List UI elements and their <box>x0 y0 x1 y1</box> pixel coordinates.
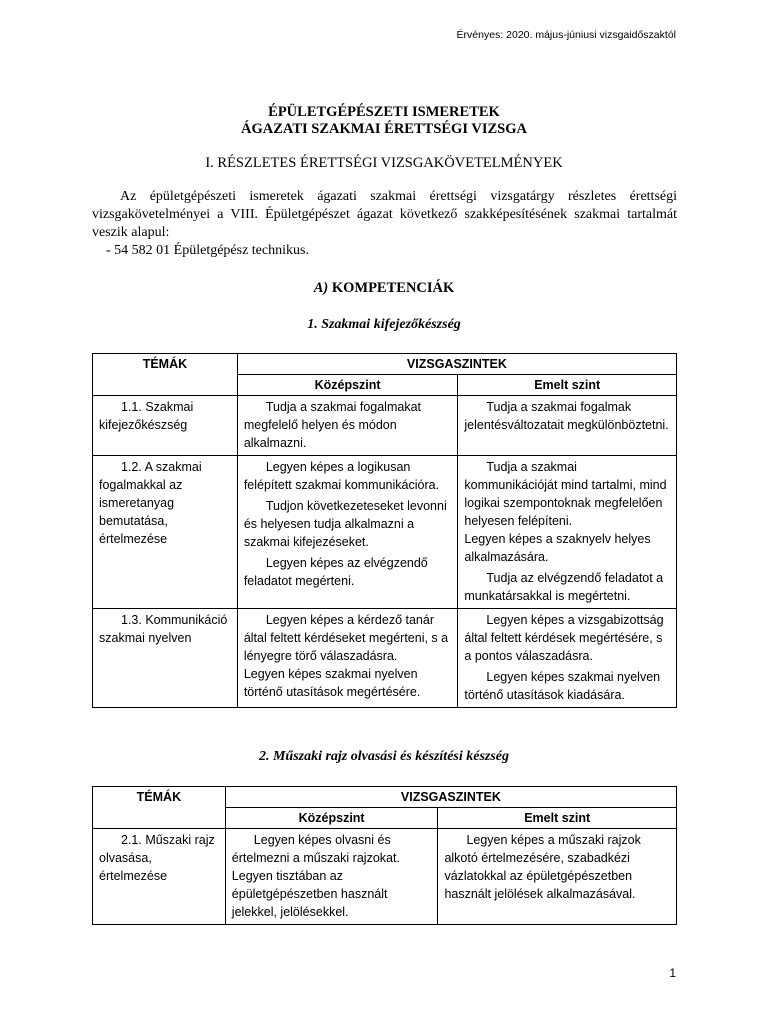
requirement-text: Tudja az elvégzendő feladatot a munkatársakkal is megértetni. <box>464 571 664 603</box>
intro-paragraph: Az épületgépészeti ismeretek ágazati szakmai érettségi vizsgatárgy részletes érettségi vizsgakövetelményei a VIII. Épületgépészet ágazat következő szakképesítésének szakmai tartalmát veszik alapul: <box>92 189 677 241</box>
adv-cell <box>458 456 677 609</box>
adv-cell <box>458 609 677 708</box>
requirement-text: Tudja a szakmai fogalmakat megfelelő helyen és módon alkalmazni. <box>243 400 421 450</box>
topic-text: 1.3. Kommunikáció szakmai nyelven <box>99 613 228 645</box>
requirement-text: Legyen képes az elvégzendő feladatot megérteni. <box>243 556 428 588</box>
col-header-adv: Emelt szint <box>458 375 677 396</box>
topic-text: 1.1. Szakmai kifejezőkészség <box>99 400 194 432</box>
requirement-text: Legyen képes szakmai nyelven történő utasítások megértésére. <box>243 667 421 699</box>
document-title-line2: ÁGAZATI SZAKMAI ÉRETTSÉGI VIZSGA <box>241 121 527 137</box>
section-a-text: KOMPETENCIÁK <box>331 280 455 296</box>
document-title-line1: ÉPÜLETGÉPÉSZETI ISMERETEK <box>268 104 500 120</box>
mid-cell <box>225 829 438 925</box>
col-header-levels: VIZSGASZINTEK <box>225 787 676 808</box>
col-header-topics: TÉMÁK <box>93 354 238 396</box>
col-header-topics: TÉMÁK <box>93 787 226 829</box>
col-header-adv: Emelt szint <box>438 808 677 829</box>
adv-cell <box>458 396 677 456</box>
table2-caption: 2. Műszaki rajz olvasási és készítési készség <box>258 749 510 764</box>
competency-table-1 <box>92 353 677 708</box>
section-a-heading <box>0 280 768 297</box>
requirement-text: Legyen képes a szaknyelv helyes alkalmazására. <box>464 532 651 564</box>
requirement-text: Legyen képes olvasni és értelmezni a műszaki rajzokat. Legyen tisztában az épületgépészetben használt jelekkel, jelölésekkel. <box>231 833 400 919</box>
table-row <box>93 609 677 708</box>
table-row <box>93 396 677 456</box>
requirement-text: Legyen képes a kérdező tanár által feltett kérdéseket megérteni, s a lényegre törő válaszadásra. <box>243 613 449 663</box>
col-header-mid: Középszint <box>225 808 438 829</box>
table-row <box>93 829 677 925</box>
topic-cell <box>93 609 238 708</box>
topic-cell <box>93 829 226 925</box>
mid-cell <box>237 609 458 708</box>
requirement-text: Legyen képes a műszaki rajzok alkotó értelmezésére, szabadkézi vázlatokkal az épületgépészetben használt jelölések alkalmazásával. <box>444 833 641 901</box>
requirement-text: Tudjon következetes​eket levonni és helyesen tudja alkalmazni a szakmai kifejezéseket. <box>243 499 447 549</box>
section-heading: I. RÉSZLETES ÉRETTSÉGI VIZSGAKÖVETELMÉNYEK <box>205 155 563 171</box>
topic-text: 1.2. A szakmai fogalmakkal az ismeretanyag bemutatása, értelmezése <box>99 460 202 546</box>
col-header-levels: VIZSGASZINTEK <box>237 354 676 375</box>
topic-cell <box>93 456 238 609</box>
validity-header: Érvényes: 2020. május-júniusi vizsgaidőszaktól <box>456 29 676 41</box>
requirement-text: Legyen képes szakmai nyelven történő utasítások kiadására. <box>464 670 661 702</box>
page-number: 1 <box>669 966 676 980</box>
table-row <box>93 456 677 609</box>
mid-cell <box>237 396 458 456</box>
section-a-prefix: A) <box>313 280 329 296</box>
requirement-text: Tudja a szakmai fogalmak jelentésváltozatait megkülönböztetni. <box>464 400 669 432</box>
requirement-text: Legyen képes a logikusan felépített szakmai kommunikációra. <box>243 460 440 492</box>
requirement-text: Legyen képes a vizsgabizottság által feltett kérdések megértésére, s a pontos válaszadásra. <box>464 613 664 663</box>
mid-cell <box>237 456 458 609</box>
topic-text: 2.1. Műszaki rajz olvasása, értelmezése <box>99 833 215 883</box>
topic-cell <box>93 396 238 456</box>
adv-cell <box>438 829 677 925</box>
intro-list-item: - 54 582 01 Épületgépész technikus. <box>106 243 309 258</box>
table1-caption: 1. Szakmai kifejezőkészség <box>307 317 461 332</box>
competency-table-2 <box>92 786 677 925</box>
col-header-mid: Középszint <box>237 375 458 396</box>
requirement-text: Tudja a szakmai kommunikációját mind tartalmi, mind logikai szempontoknak megfelelően helyesen felépíteni. <box>464 460 667 528</box>
